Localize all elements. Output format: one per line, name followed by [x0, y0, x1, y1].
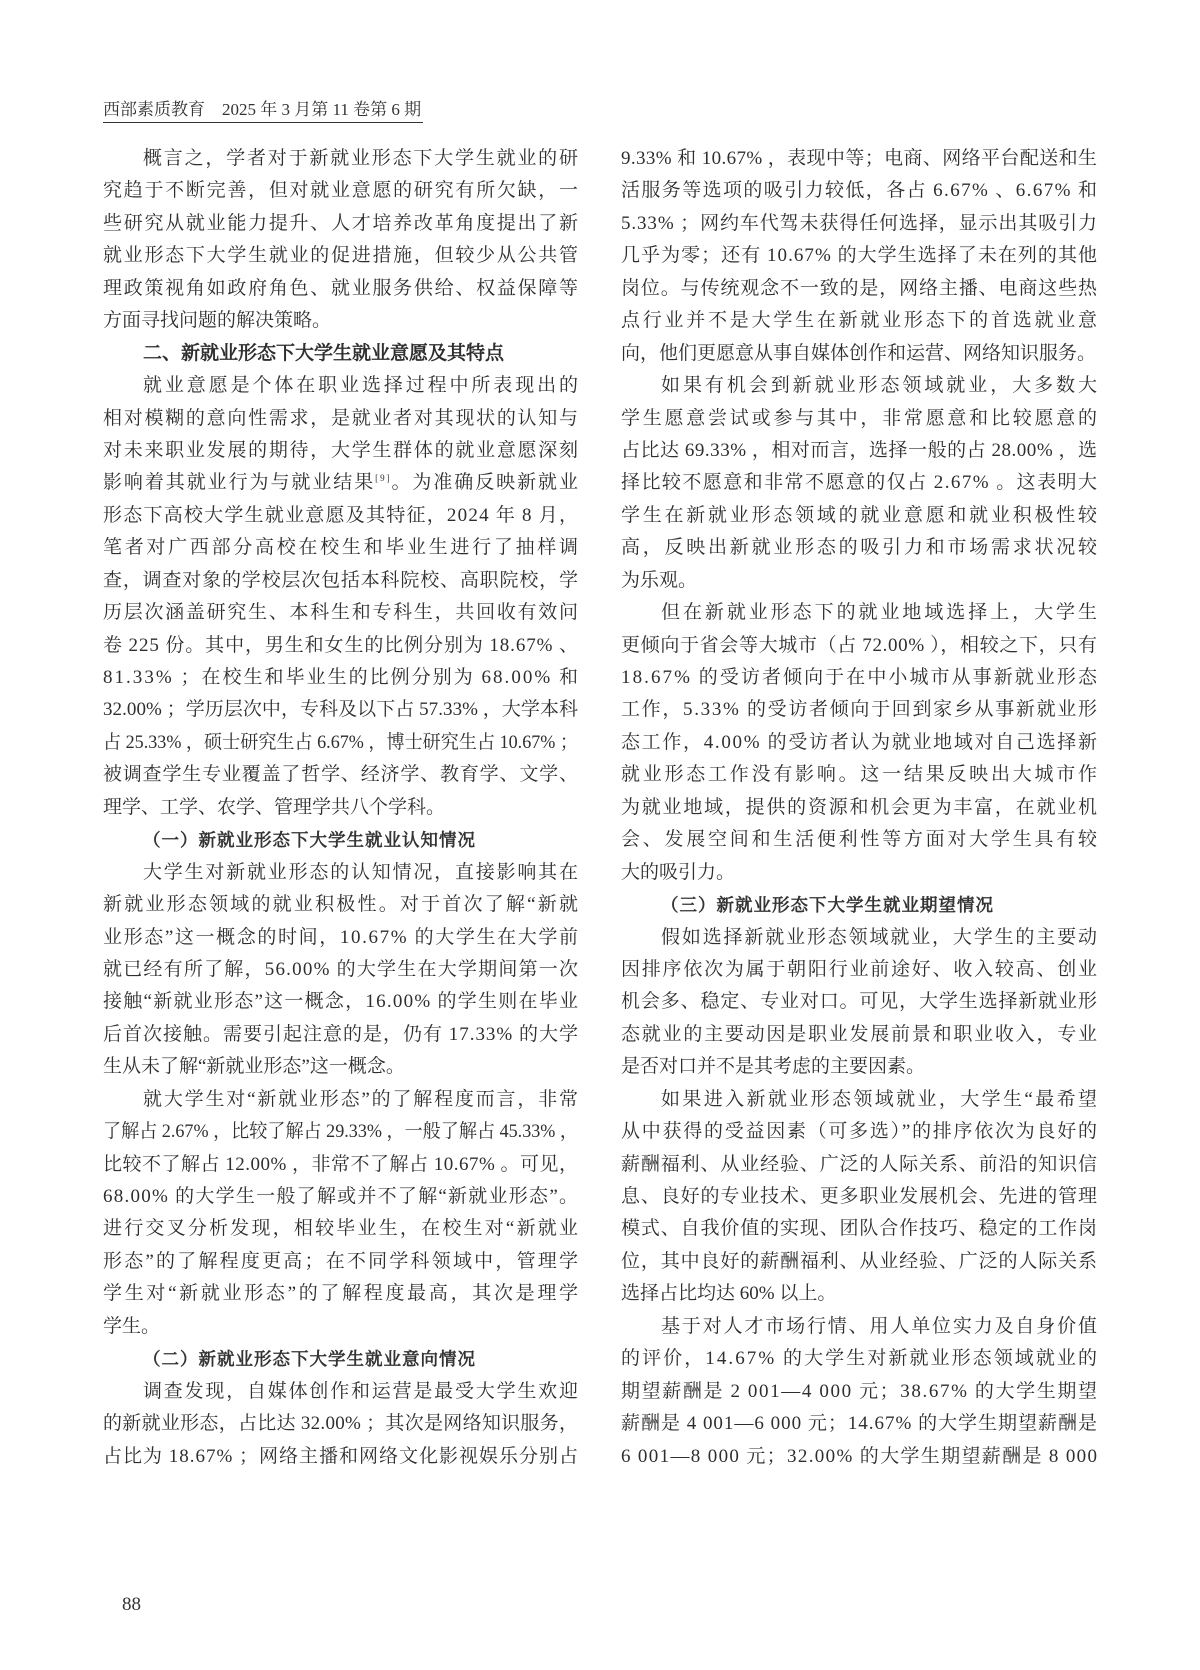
- text-line: 假如选择新就业形态领域就业，大学生的主要动: [661, 926, 1099, 948]
- text-line: 方面寻找问题的解决策略。: [103, 310, 332, 332]
- text-line: 学生对“新就业形态”的了解程度最高，其次是理学: [103, 1283, 581, 1305]
- right-column: [621, 143, 1100, 1473]
- text-line: 大学生对新就业形态的认知情况，直接影响其在: [143, 861, 580, 883]
- text-line: [103, 467, 578, 499]
- text-line: 为就业地域，提供的资源和机会更为丰富，在就业机: [621, 796, 1099, 818]
- paragraph: [103, 1084, 581, 1344]
- left-column: [103, 143, 581, 1473]
- text-line: 向，他们更愿意从事自媒体创作和运营、网络知识服务。: [621, 342, 1097, 364]
- text-line: 高，反映出新就业形态的吸引力和市场需求状况较: [621, 537, 1100, 559]
- text-line: 为乐观。: [621, 569, 698, 591]
- text-line: 期望薪酬是 2 001—4 000 元；38.67% 的大学生期望: [621, 1380, 1099, 1402]
- text-line: 被调查学生专业覆盖了哲学、经济学、教育学、文学、: [103, 764, 579, 786]
- text-line: 81.33% ；在校生和毕业生的比例分别为 68.00% 和: [103, 667, 581, 688]
- text-line: 占比达 69.33% ，相对而言，选择一般的占 28.00% ，选: [621, 439, 1098, 461]
- text-line: 息、良好的专业技术、更多职业发展机会、先进的管理: [621, 1186, 1098, 1207]
- text-line: 机会多、稳定、专业对口。可见，大学生选择新就业形: [621, 991, 1098, 1013]
- paragraph: [103, 143, 578, 338]
- text-line: 学生。: [103, 1315, 161, 1337]
- text-line: 态就业的主要动因是职业发展前景和职业收入，专业: [621, 1023, 1099, 1045]
- text-line: 对未来职业发展的期待，大学生群体的就业意愿深刻: [103, 439, 580, 461]
- paragraph: [621, 597, 1100, 889]
- text-segment: 。为准确反映新就业: [391, 472, 580, 494]
- text-line: 占 25.33% ，硕士研究生占 6.67% ，博士研究生占 10.67% ；: [103, 731, 578, 753]
- text-line: 理政策视角如政府角色、就业服务供给、权益保障等: [103, 277, 580, 299]
- text-line: 9.33% 和 10.67% ，表现中等；电商、网络平台配送和生: [621, 148, 1098, 169]
- text-line: 68.00% 的大学生一般了解或并不了解“新就业形态”。: [103, 1186, 580, 1207]
- text-line: 的新就业形态，占比达 32.00% ；其次是网络知识服务，: [103, 1413, 579, 1435]
- citation-reference[interactable]: [9]: [375, 473, 392, 484]
- subsection-heading: （三）新就业形态下大学生就业期望情况: [661, 895, 994, 916]
- text-line: 是否对口并不是其考虑的主要因素。: [621, 1056, 926, 1078]
- text-line: 点行业并不是大学生在新就业形态下的首选就业意: [621, 310, 1100, 332]
- paragraph: [621, 1084, 1100, 1311]
- text-line: 薪酬福利、从业经验、广泛的人际关系、前沿的知识信: [621, 1153, 1098, 1175]
- paragraph: [621, 922, 1097, 1084]
- running-header: 西部素质教育 2025 年 3 月第 11 卷第 6 期: [103, 98, 423, 123]
- text-line: 从中获得的受益因素（可多选）”的排序依次为良好的: [621, 1121, 1099, 1143]
- text-line: 卷 225 份。其中，男生和女生的比例分别为 18.67% 、: [103, 634, 579, 656]
- text-line: 位，其中良好的薪酬福利、从业经验、广泛的人际关系: [621, 1250, 1098, 1272]
- text-line: 究趋于不断完善，但对就业意愿的研究有所欠缺，一: [103, 180, 580, 202]
- text-line: 形态”的了解程度更高；在不同学科领域中，管理学: [103, 1250, 581, 1272]
- text-line: 进行交叉分析发现，相较毕业生，在校生对“新就业: [103, 1218, 581, 1240]
- text-line: 新就业形态领域的就业积极性。对于首次了解“新就: [103, 894, 581, 916]
- text-line: 如果有机会到新就业形态领域就业，大多数大: [661, 375, 1100, 397]
- paragraph: [103, 857, 581, 1084]
- paragraph: [621, 370, 1100, 597]
- text-line: 学生在新就业形态领域的就业意愿和就业积极性较: [621, 504, 1100, 526]
- text-line: 就大学生对“新就业形态”的了解程度而言，非常: [143, 1088, 580, 1110]
- text-line: 32.00% ；学历层次中，专科及以下占 57.33% ，大学本科: [103, 699, 579, 721]
- paragraph: [103, 1376, 578, 1473]
- text-line: 就业意愿是个体在职业选择过程中所表现出的: [143, 375, 581, 397]
- text-line: 岗位。与传统观念不一致的是，网络主播、电商这些热: [621, 277, 1098, 299]
- text-segment: 影响着其就业行为与就业结果: [103, 472, 376, 494]
- text-line: 业形态”这一概念的时间，10.67% 的大学生在大学前: [103, 926, 580, 948]
- text-line: 如果进入新就业形态领域就业，大学生“最希望: [661, 1088, 1100, 1110]
- text-line: 概言之，学者对于新就业形态下大学生就业的研: [143, 148, 580, 169]
- text-line: 但在新就业形态下的就业地域选择上，大学生: [661, 602, 1100, 624]
- text-line: 就已经有所了解，56.00% 的大学生在大学期间第一次: [103, 958, 580, 980]
- text-line: 18.67% 的受访者倾向于在中小城市从事新就业形态: [621, 667, 1100, 688]
- text-line: 查，调查对象的学校层次包括本科院校、高职院校，学: [103, 569, 579, 591]
- text-line: 5.33% ；网约车代驾未获得任何选择，显示出其吸引力: [621, 212, 1098, 234]
- text-line: 相对模糊的意向性需求，是就业者对其现状的认知与: [103, 407, 580, 429]
- text-line: 就业形态下大学生就业的促进措施，但较少从公共管: [103, 245, 580, 267]
- paragraph: [621, 143, 1100, 370]
- text-line: 因排序依次为属于朝阳行业前途好、收入较高、创业: [621, 958, 1099, 980]
- text-line: 工作，5.33% 的受访者倾向于回到家乡从事新就业形: [621, 699, 1099, 721]
- text-line: 后首次接触。需要引起注意的是，仍有 17.33% 的大学: [103, 1023, 579, 1045]
- text-line: 些研究从就业能力提升、人才培养改革角度提出了新: [103, 212, 580, 234]
- text-line: 的评价，14.67% 的大学生对新就业形态领域就业的: [621, 1348, 1100, 1370]
- section-heading: 二、新就业形态下大学生就业意愿及其特点: [143, 342, 505, 364]
- text-line: 学生愿意尝试或参与其中，非常愿意和比较愿意的: [621, 407, 1100, 429]
- text-line: 会、发展空间和生活便利性等方面对大学生具有较: [621, 829, 1100, 851]
- text-line: 6 001—8 000 元；32.00% 的大学生期望薪酬是 8 000: [621, 1445, 1099, 1467]
- paragraph: [621, 1311, 1100, 1473]
- text-line: 薪酬是 4 001—6 000 元；14.67% 的大学生期望薪酬是: [621, 1413, 1098, 1435]
- text-line: 就业形态工作没有影响。这一结果反映出大城市作: [621, 764, 1100, 786]
- text-line: 生从未了解“新就业形态”这一概念。: [103, 1056, 405, 1078]
- subsection-heading: （一）新就业形态下大学生就业认知情况: [143, 830, 476, 851]
- subsection-heading: （二）新就业形态下大学生就业意向情况: [143, 1349, 476, 1370]
- text-line: 了解占 2.67% ，比较了解占 29.33% ，一般了解占 45.33% ，: [103, 1121, 578, 1143]
- text-line: 比较不了解占 12.00% ，非常不了解占 10.67% 。可见，: [103, 1153, 579, 1175]
- page-number: 88: [122, 1594, 141, 1615]
- text-line: 选择占比均达 60% 以上。: [621, 1283, 837, 1305]
- text-line: 理学、工学、农学、管理学共八个学科。: [103, 796, 446, 818]
- text-line: 形态下高校大学生就业意愿及其特征，2024 年 8 月，: [103, 504, 580, 526]
- text-line: 调查发现，自媒体创作和运营是最受大学生欢迎: [143, 1380, 580, 1402]
- text-line: 大的吸引力。: [621, 861, 736, 883]
- text-line: 态工作，4.00% 的受访者认为就业地域对自己选择新: [621, 731, 1099, 753]
- text-line: 几乎为零；还有 10.67% 的大学生选择了未在列的其他: [621, 245, 1099, 267]
- text-line: 模式、自我价值的实现、团队合作技巧、稳定的工作岗: [621, 1218, 1098, 1240]
- text-line: 接触“新就业形态”这一概念，16.00% 的学生则在毕业: [103, 991, 580, 1013]
- paragraph: [103, 370, 581, 824]
- text-line: 更倾向于省会等大城市（占 72.00% ），相较之下，只有: [621, 634, 1098, 656]
- text-line: 基于对人才市场行情、用人单位实力及自身价值: [661, 1315, 1099, 1337]
- text-line: 笔者对广西部分高校在校生和毕业生进行了抽样调: [103, 537, 581, 559]
- text-line: 活服务等选项的吸引力较低，各占 6.67% 、6.67% 和: [621, 180, 1099, 202]
- text-line: 择比较不愿意和非常不愿意的仅占 2.67% 。这表明大: [621, 472, 1099, 494]
- text-line: 占比为 18.67% ；网络主播和网络文化影视娱乐分别占: [103, 1445, 579, 1467]
- text-line: 历层次涵盖研究生、本科生和专科生，共回收有效问: [103, 602, 580, 624]
